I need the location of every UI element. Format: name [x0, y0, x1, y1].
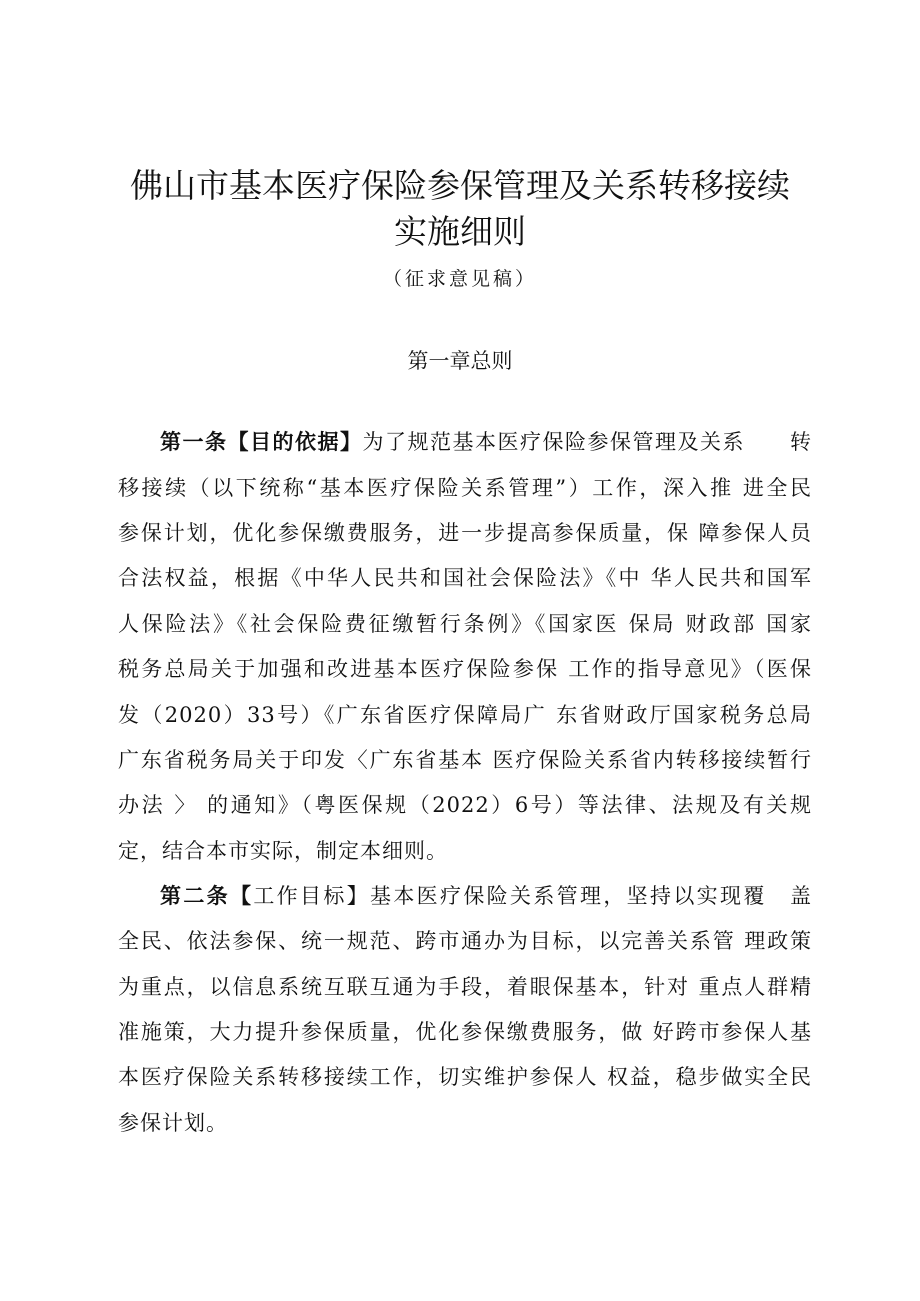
chapter-title: 第一章总则 — [407, 349, 513, 373]
article-2-heading-rest: 工作目标】 — [253, 884, 371, 908]
article-1-heading: 第一条【目的依据】 — [160, 430, 363, 454]
article-1-line: 办法 〉 的通知》（粤医保规（2022）6号）等法律、法规及有关规 — [118, 793, 812, 817]
article-2-text: 基本医疗保险关系管理，坚持以实现覆 盖 — [370, 884, 813, 908]
article-2-line: 全民、依法参保、统一规范、跨市通办为目标，以完善关系管 理政策 — [118, 929, 812, 953]
article-1-line — [160, 427, 812, 457]
article-1-line: 税务总局关于加强和改进基本医疗保险参保 工作的指导意见》（医保 — [118, 657, 812, 681]
article-2-heading: 第二条【 — [160, 884, 254, 908]
article-1-text: 为了规范基本医疗保险参保管理及关系 转 — [362, 430, 812, 454]
document-title-line-2: 实施细则 — [394, 212, 526, 251]
article-1-line: 发（2020）33号）《广东省医疗保障局广 东省财政厅国家税务总局 — [118, 703, 812, 727]
document-subtitle: （征求意见稿） — [382, 268, 537, 290]
article-1-line: 人保险法》《社会保险费征缴暂行条例》《国家医 保局 财政部 国家 — [118, 612, 812, 636]
article-1-line: 移接续（以下统称“基本医疗保险关系管理”）工作，深入推 进全民 — [118, 476, 812, 500]
article-1-line: 合法权益，根据《中华人民共和国社会保险法》《中 华人民共和国军 — [118, 566, 812, 590]
article-2-line — [160, 881, 812, 911]
article-2-line: 本医疗保险关系转移接续工作，切实维护参保人 权益，稳步做实全民 — [118, 1065, 812, 1089]
article-2-line: 参保计划。 — [118, 1111, 228, 1135]
article-1-line: 广东省税务局关于印发〈广东省基本 医疗保险关系省内转移接续暂行 — [118, 748, 812, 772]
article-1-line: 参保计划，优化参保缴费服务，进一步提高参保质量，保 障参保人员 — [118, 521, 812, 545]
article-2-line: 准施策，大力提升参保质量，优化参保缴费服务，做 好跨市参保人基 — [118, 1020, 812, 1044]
document-title-line-1: 佛山市基本医疗保险参保管理及关系转移接续 — [130, 166, 790, 205]
article-1-line: 定，结合本市实际，制定本细则。 — [118, 839, 448, 863]
article-2-line: 为重点，以信息系统互联互通为手段，着眼保基本，针对 重点人群精 — [118, 975, 812, 999]
